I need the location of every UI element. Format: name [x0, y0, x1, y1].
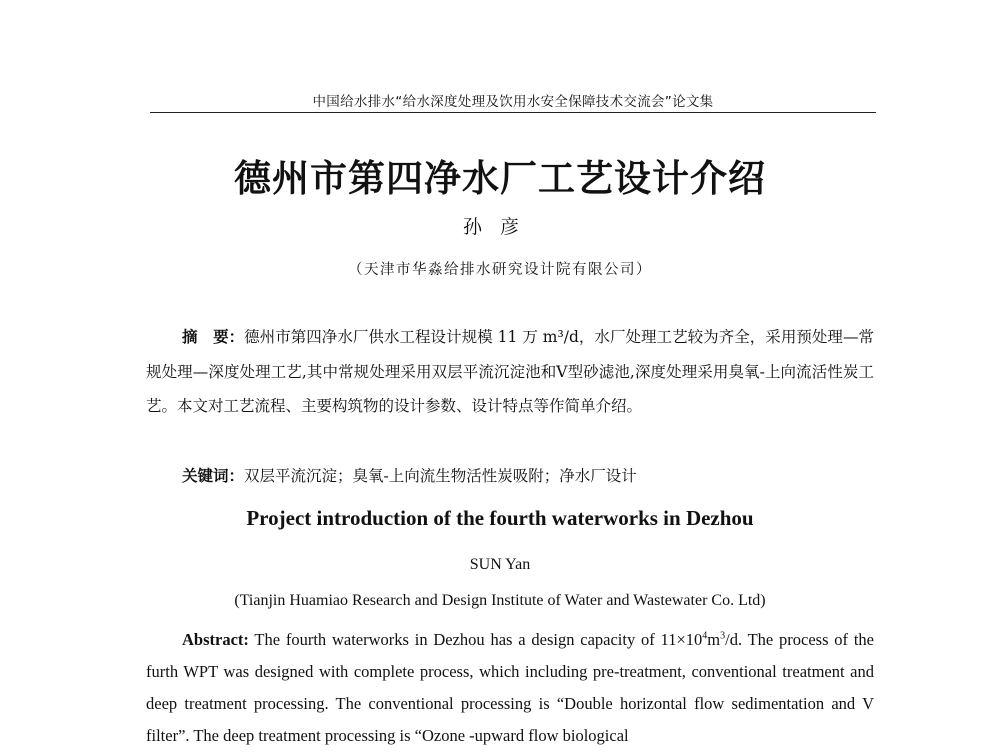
abstract-en-exponent-2: 3 [720, 630, 726, 642]
author-en: SUN Yan [469, 556, 531, 573]
abstract-cn-text: 德州市第四净水厂供水工程设计规模 11 万 m³/d，水厂处理工艺较为齐全，采用预处理—常规处理—深度处理工艺,其中常规处理采用双层平流沉淀池和V型砂滤池,深度处理采用臭氧-上向流活性炭工艺。本文对工艺流程、主要构筑物的设计参数、设计特点等作简单介绍。 [146, 328, 874, 415]
affiliation-cn: （天津市华淼给排水研究设计院有限公司） [348, 262, 652, 278]
abstract-en [146, 624, 874, 752]
abstract-en-label: Abstract: [182, 630, 249, 649]
paper-title-cn: 德州市第四净水厂工艺设计介绍 [234, 157, 766, 200]
affiliation-en: (Tianjin Huamiao Research and Design Institute of Water and Wastewater Co. Ltd) [234, 592, 766, 609]
abstract-en-exponent-1: 4 [702, 630, 708, 642]
keywords-cn [182, 462, 882, 490]
keywords-cn-text: 双层平流沉淀；臭氧-上向流生物活性炭吸附；净水厂设计 [244, 467, 637, 485]
paper-title-en: Project introduction of the fourth waterworks in Dezhou [246, 506, 754, 530]
running-header: 中国给水排水“给水深度处理及饮用水安全保障技术交流会”论文集 [312, 94, 714, 110]
keywords-cn-label: 关键词： [182, 467, 245, 485]
abstract-en-text-before: The fourth waterworks in Dezhou has a design capacity of 11×10 [248, 630, 703, 649]
abstract-en-text-after: /d. The process of the furth WPT was designed with complete process, which including pre-treatment, conventional treatment and deep treatment processing. The conventional processing is “Double horizontal flow sedimentation and V filter”. The deep treatment processing is “Ozone -upward flow biological [146, 630, 874, 745]
abstract-en-unit: m [707, 630, 721, 649]
abstract-cn [146, 320, 874, 424]
header-rule [150, 112, 876, 113]
author-cn: 孙彦 [462, 216, 537, 238]
abstract-cn-label: 摘 要： [182, 328, 245, 346]
